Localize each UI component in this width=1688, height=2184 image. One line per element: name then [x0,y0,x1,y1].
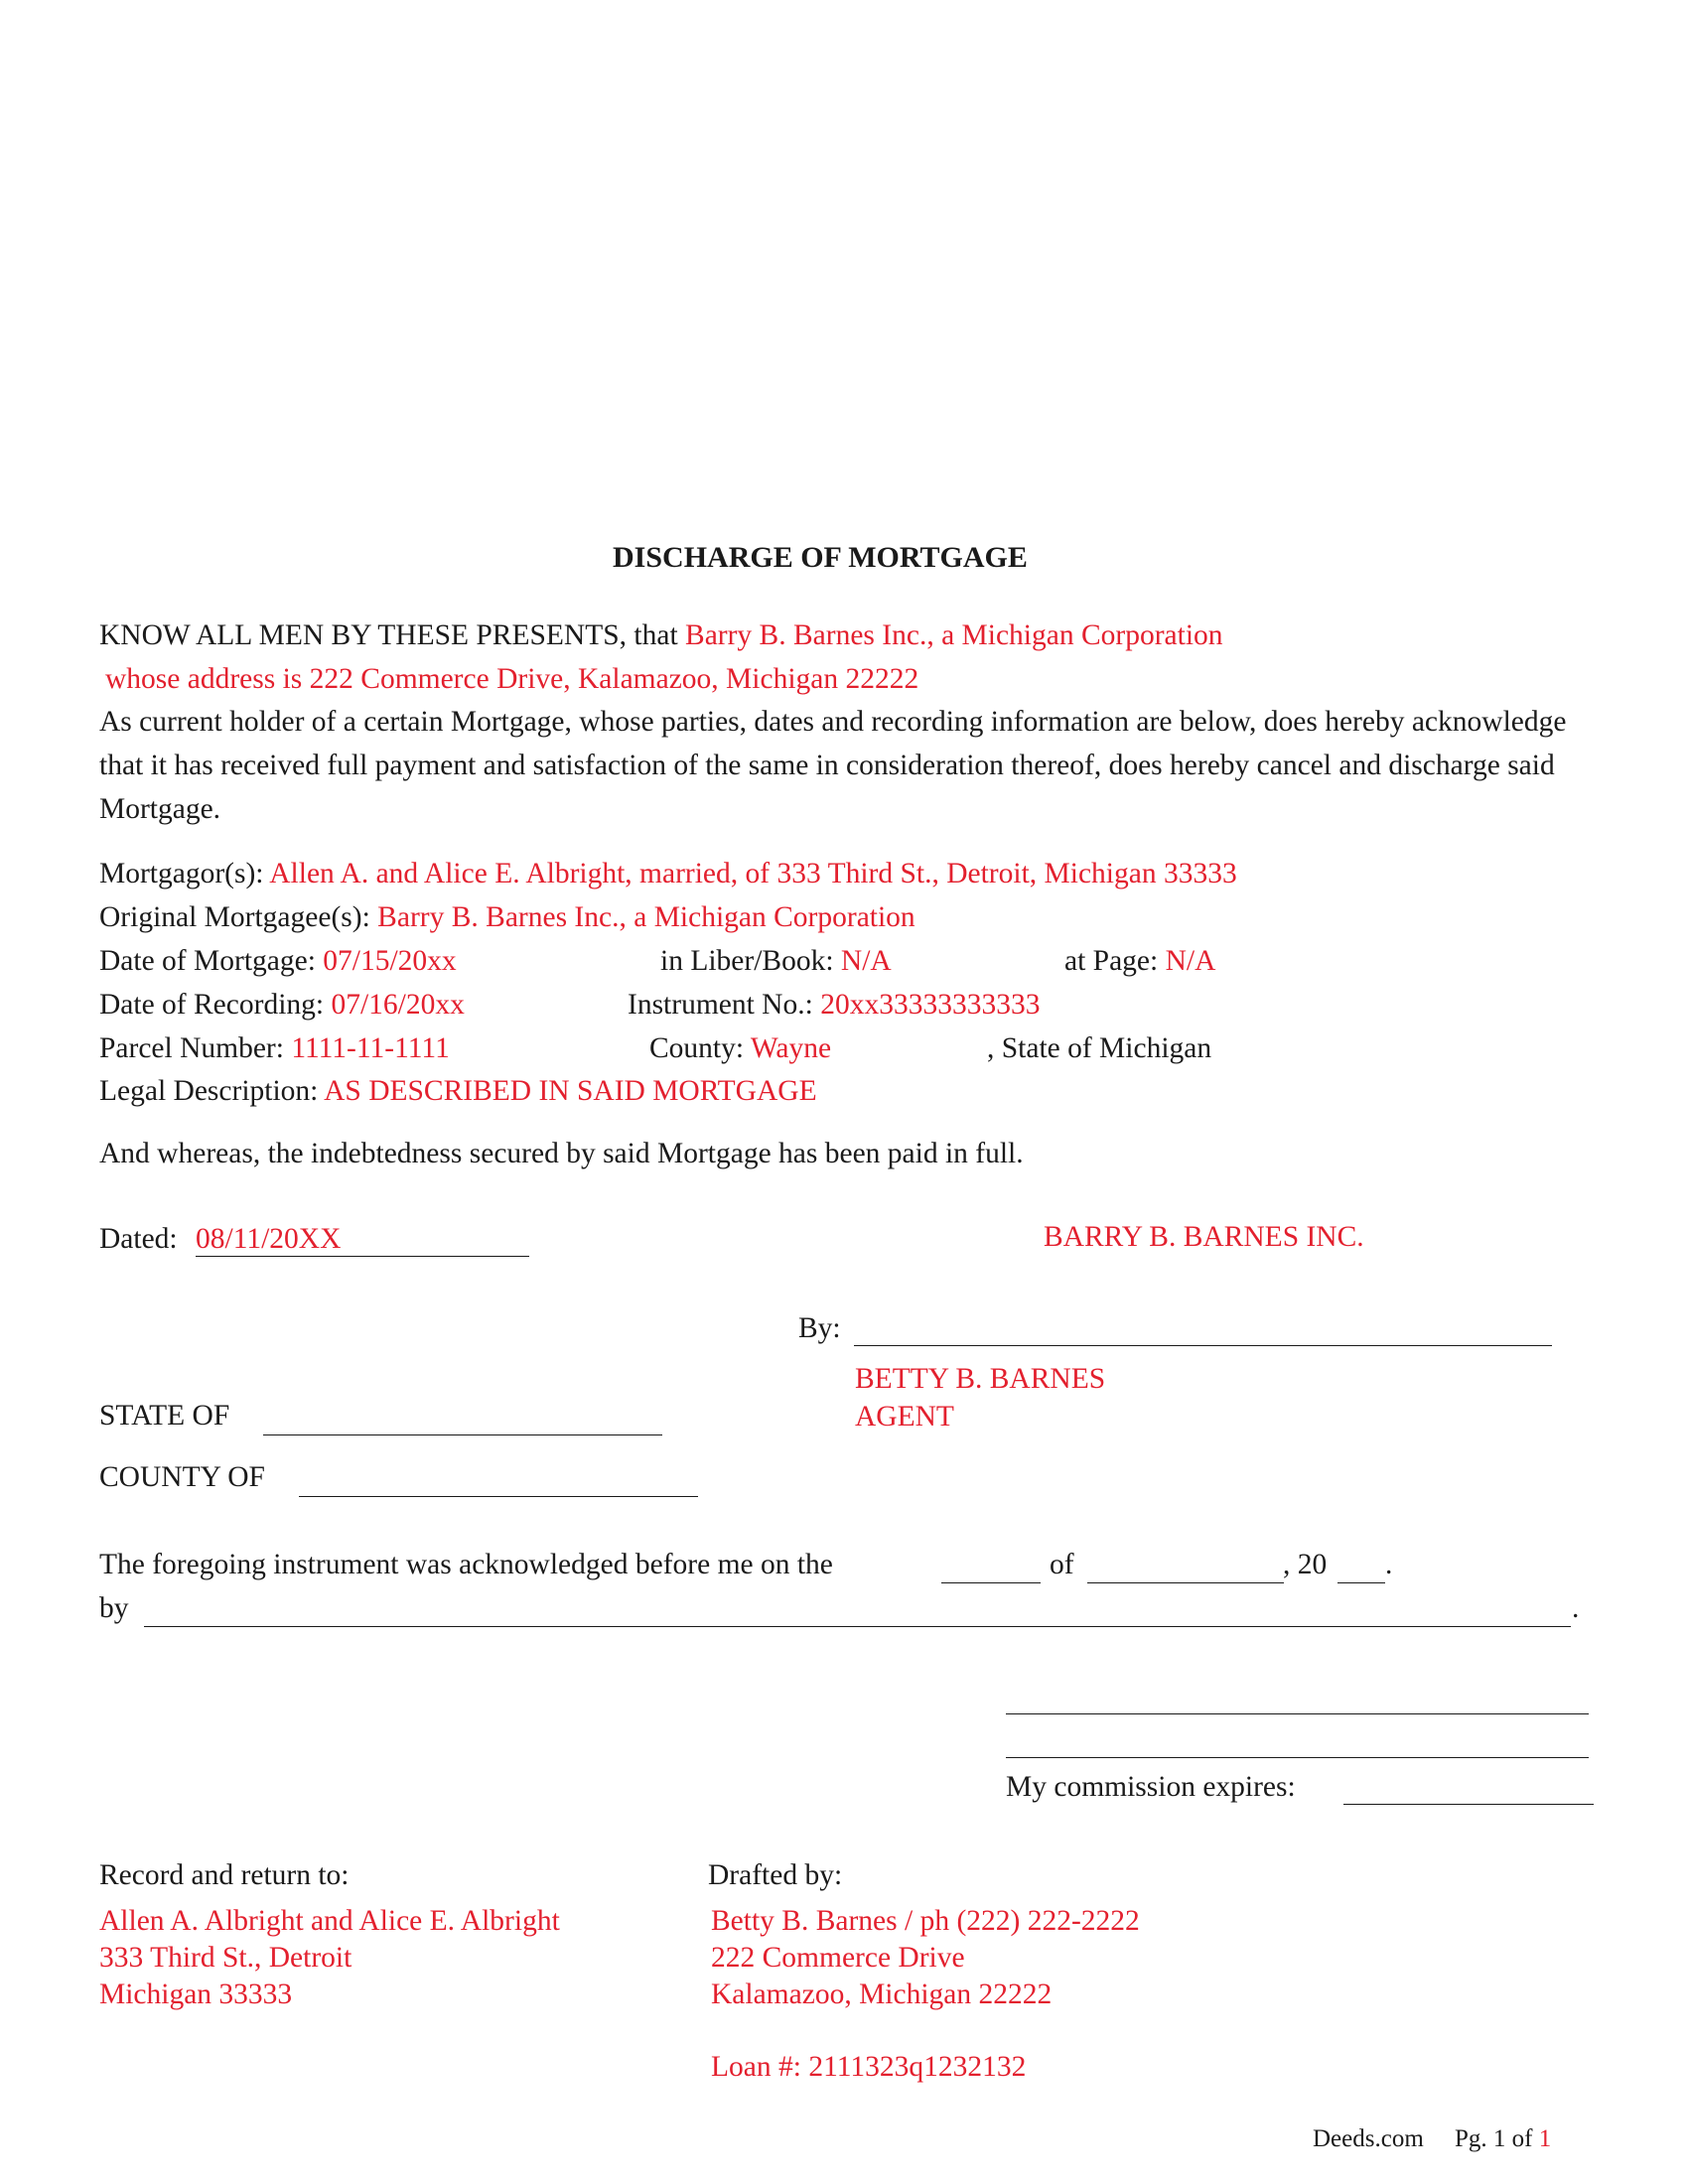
holder-name: Barry B. Barnes Inc., a Michigan Corporation [685,619,1223,651]
company-signature: BARRY B. BARNES INC. [1044,1221,1364,1253]
mortgagee-label: Original Mortgagee(s): [99,901,370,933]
dated-row [99,1225,178,1255]
acknowledgment-line: The foregoing instrument was acknowledged before me on the [99,1549,833,1580]
state-of-line [263,1434,662,1435]
parcel-label: Parcel Number: [99,1032,284,1064]
by-label: By: [798,1312,841,1344]
footer-page [1455,2126,1551,2151]
ack-day-line [941,1582,1041,1583]
liber-value: N/A [840,945,892,977]
footer-brand: Deeds.com [1313,2125,1424,2152]
footer-page-prefix: Pg. 1 of [1455,2125,1533,2152]
loan-label: Loan #: [711,2051,801,2083]
liber-label: in Liber/Book: [660,945,834,977]
county-of-line [299,1496,698,1497]
holder-address: whose address is 222 Commerce Drive, Kalamazoo, Michigan 22222 [105,663,919,695]
commission-label: My commission expires: [1006,1771,1296,1803]
intro-line [99,621,1223,651]
mortgagor-label: Mortgagor(s): [99,858,264,889]
footer-page-total: 1 [1538,2125,1552,2152]
parcel-number [99,1034,450,1064]
ack-period: . [1385,1549,1393,1580]
county-label: County: [649,1032,745,1064]
ack-by: by [99,1592,129,1624]
legal-value: AS DESCRIBED IN SAID MORTGAGE [324,1075,817,1107]
signer-name: BETTY B. BARNES [855,1363,1106,1395]
commission-line [1343,1804,1594,1805]
liber-book [660,947,892,977]
instrument-label: Instrument No.: [628,989,813,1021]
ack-by-period: . [1572,1592,1580,1624]
dated-line [196,1256,529,1257]
instrument-value: 20xx33333333333 [820,989,1041,1021]
at-page [1064,947,1215,977]
mortgagor-value: Allen A. and Alice E. Albright, married, of 333 Third St., Detroit, Michigan 33333 [269,858,1237,889]
whereas-statement: And whereas, the indebtedness secured by said Mortgage has been paid in full. [99,1138,1024,1169]
drafted-by-label: Drafted by: [708,1859,843,1891]
record-return-line-2: 333 Third St., Detroit [99,1942,352,1974]
state-of-michigan: , State of Michigan [987,1032,1212,1064]
date-of-recording-value: 07/16/20xx [331,989,465,1021]
notary-name-line [1006,1757,1589,1758]
date-of-mortgage-label: Date of Mortgage: [99,945,316,977]
mortgagee-row [99,903,915,933]
loan-value: 2111323q1232132 [808,2051,1027,2083]
county-value: Wayne [750,1032,832,1064]
state-of-label: STATE OF [99,1400,230,1432]
ack-of: of [1050,1549,1074,1580]
intro-prefix: KNOW ALL MEN BY THESE PRESENTS, that [99,619,678,651]
county-field [649,1034,831,1064]
legal-description [99,1077,817,1107]
page-value: N/A [1165,945,1216,977]
record-return-line-3: Michigan 33333 [99,1979,293,2010]
date-of-mortgage-value: 07/15/20xx [323,945,457,977]
document-title: DISCHARGE OF MORTGAGE [613,541,1028,574]
by-signature-line [854,1345,1552,1346]
loan-number [711,2053,1026,2083]
ack-year: , 20 [1283,1549,1328,1580]
record-return-line-1: Allen A. Albright and Alice E. Albright [99,1905,560,1937]
page-label: at Page: [1064,945,1159,977]
mortgagee-value: Barry B. Barnes Inc., a Michigan Corporation [377,901,915,933]
record-return-label: Record and return to: [99,1859,350,1891]
ack-year-line [1337,1582,1385,1583]
legal-label: Legal Description: [99,1075,319,1107]
notary-signature-line [1006,1713,1589,1714]
drafted-by-line-1: Betty B. Barnes / ph (222) 222-2222 [711,1905,1140,1937]
parcel-value: 1111-11-1111 [291,1032,450,1064]
date-of-recording-label: Date of Recording: [99,989,325,1021]
signer-title: AGENT [855,1401,954,1433]
ack-month-line [1087,1582,1284,1583]
date-of-mortgage [99,947,457,977]
mortgagor-row [99,860,1237,889]
date-of-recording [99,991,465,1021]
body-paragraph: As current holder of a certain Mortgage, whose parties, dates and recording information are below, does hereby acknowledge that it has received full payment and satisfaction of the same in consideration thereof, does hereby cancel and discharge said Mortgage. [99,706,1567,825]
dated-label: Dated: [99,1223,178,1255]
instrument-number [628,991,1040,1021]
drafted-by-line-2: 222 Commerce Drive [711,1942,965,1974]
dated-value: 08/11/20XX [196,1223,342,1255]
ack-by-line [144,1626,1571,1627]
county-of-label: COUNTY OF [99,1461,265,1493]
drafted-by-line-3: Kalamazoo, Michigan 22222 [711,1979,1053,2010]
